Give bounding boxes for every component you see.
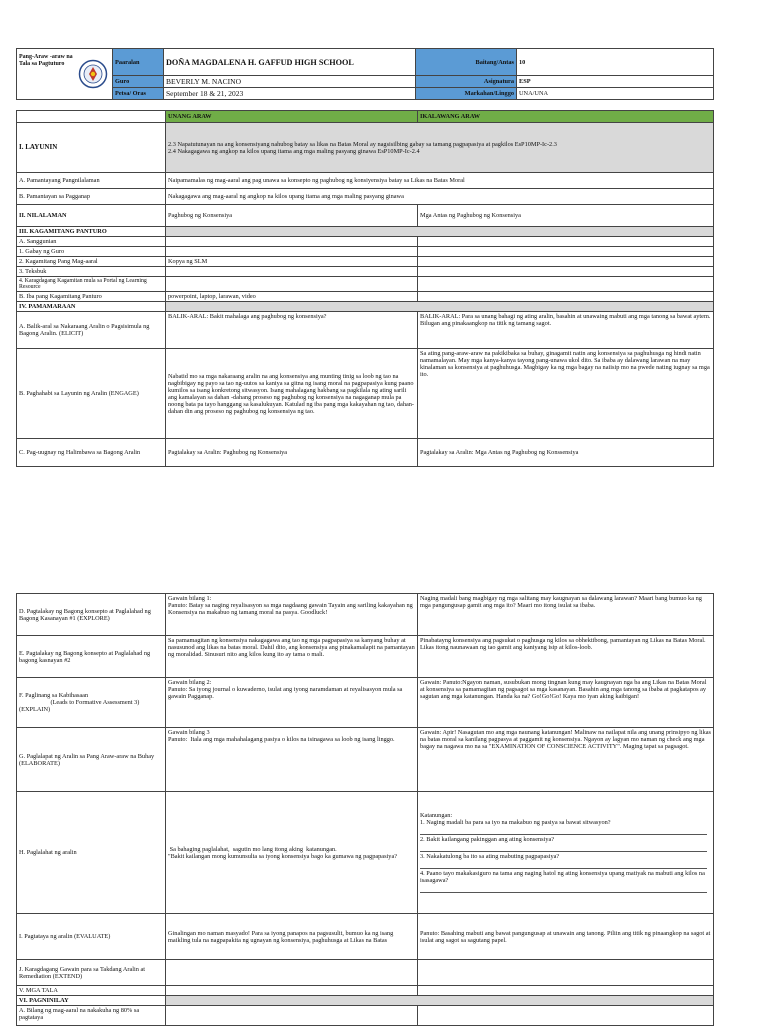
school-value: DOÑA MAGDALENA H. GAFFUD HIGH SCHOOL — [164, 49, 416, 76]
answer-line — [420, 843, 707, 852]
engage-day2: Sa ating pang-araw-araw na pakikibaka sa buhay, ginagamit natin ang konsensiya sa paghuhusga ng hindi natin namamalayan. May mga kanya-kanya tayong pang-unawa ukol dito. Sa ibaba ay dalawang larawan na may kinalaman sa konsensiya at paghuhusga. Magbigay ka ng mga bagay na naiisip mo na pwede nating iugnay sa mga ito. — [418, 349, 714, 439]
pamamaraan-label: IV. PAMAMARAAN — [17, 302, 166, 312]
school-label: Paaralan — [113, 49, 164, 76]
layunin-line-1: 2.3 Napatutunayan na ang konsensiyang nahubog batay sa likas na Batas Moral ay nagsisilbing gabay sa tamang pagpapasiya at pagkilos EsP10MP-Ic-2.3 — [168, 140, 557, 148]
empty-cell — [418, 292, 714, 302]
pamantayang-label: A. Pamantayang Pangnilalaman — [17, 173, 166, 189]
elaborate-day2: Gawain: Apir! Nasagutan mo ang mga naunang katanungan! Malinaw na nailapat nila ang unang prinsipyo ng likas na batas moral sa kanilang pagpasya at paggamit ng konsensiya. Ngayon ay lagyan mo naman ng check ang mga bagay na nagawa mo na sa "EXAMINATION OF CONSCIENCE ACTIVITY". Maging tapat sa pagsagot. — [418, 728, 714, 792]
pamantayang-value: Naipamamalas ng mag-aaral ang pag unawa sa konsepto ng paghubog ng konsiyensiya batay sa Likas na Batas Moral — [166, 173, 714, 189]
sanggunian-label: A. Sanggunian — [17, 237, 166, 247]
explore-day1: Gawain bilang 1: Panuto: Batay sa naging reyalisasyon sa mga nagdaang gawain Tayain ang sariling kakayahan ng Konsensiya na makabuo ng tamang moral na pasya. Goodluck! — [166, 594, 418, 636]
kagamitan-band — [166, 227, 714, 237]
empty-cell — [166, 277, 418, 292]
empty-cell — [166, 1006, 418, 1026]
empty-cell — [418, 986, 714, 996]
plan-table-2 — [16, 593, 714, 1026]
paglalahat-label: H. Paglalahat ng aralin — [17, 792, 166, 914]
label-spacer — [17, 111, 166, 123]
explain-label: F. Paglinang sa Kabihasaan (Leads to Formative Assessment 3) (EXPLAIN) — [17, 678, 166, 728]
answer-line — [420, 826, 707, 835]
date-label: Petsa/ Oras — [113, 88, 164, 100]
kagamitan-label: III. KAGAMITANG PANTURO — [17, 227, 166, 237]
kagamitang-value: Kopya ng SLM — [166, 257, 418, 267]
evaluate-day1: Ginalingan mo naman masyado! Para sa iyong panapos na pagsusulit, bumuo ka ng isang maikling tula na nagpapakita ng ugnayan ng konsensiya, paghuhusga at Likas na Batas — [166, 914, 418, 960]
evaluate-label: I. Pagtataya ng aralin (EVALUATE) — [17, 914, 166, 960]
layunin-value — [166, 123, 714, 173]
plan-table-1 — [16, 110, 714, 467]
empty-cell — [418, 960, 714, 986]
layunin-label: I. LAYUNIN — [17, 123, 166, 173]
teacher-value: BEVERLY M. NACINO — [164, 76, 416, 88]
grade-value: 10 — [517, 49, 714, 76]
date-value: September 18 & 21, 2023 — [164, 88, 416, 100]
kasanayan-2-label: E. Pagtalakay ng Bagong konsepto at Paglalahad ng bagong kasnayan #2 — [17, 636, 166, 678]
elicit-day1: BALIK-ARAL: Bakit mahalaga ang paghubog ng konsensiya? — [166, 312, 418, 349]
nilalaman-day2: Mga Antas ng Paghubog ng Konsensiya — [418, 205, 714, 227]
deped-seal-icon — [78, 59, 108, 91]
empty-cell — [166, 960, 418, 986]
pag-uugnay-day2: Pagtalakay sa Aralin: Mga Antas ng Paghubog ng Konssensiya — [418, 439, 714, 467]
nilalaman-day1: Paghubog ng Konsensiya — [166, 205, 418, 227]
teksbuk-label: 3. Teksbuk — [17, 267, 166, 277]
quarter-value: UNA/UNA — [517, 88, 714, 100]
empty-cell — [166, 247, 418, 257]
answer-line — [420, 884, 707, 893]
header-table — [16, 48, 714, 100]
kasanayan-2-day1: Sa pamamagitan ng konsensiya nakagagawa ang tao ng mga pagpapasiya sa kanyang buhay at nasusunod ang likas na batas moral. Dahil dito, ang konsensiya ang pinakamalapit na pamantayan ng moralidad. Sinusuri nito ang kilos kung ito ay tama o mali. — [166, 636, 418, 678]
elicit-day2: BALIK-ARAL: Para sa unang bahagi ng ating aralin, basahin at unawaing mabuti ang mga tanong sa bawat aytem. Bilugan ang pinakaangkop na titik ng tamang sagot. — [418, 312, 714, 349]
quarter-label: Markahan/Linggo — [416, 88, 517, 100]
extend-label: J. Karagdagang Gawain para sa Takdang Aralin at Remediation (EXTEND) — [17, 960, 166, 986]
explore-day2: Naging madali bang magbigay ng mga salitang may kaugnayan sa dalawang larawan? Maari bang bumuo ka ng mga pangungusap gamit ang mga ito? Maari mo itong isulat sa ibaba. — [418, 594, 714, 636]
elaborate-day1: Gawain bilang 3 Panuto: Itala ang mga mahahalagang pasiya o kilos na isinagawa sa loob ng isang linggo. — [166, 728, 418, 792]
kagamitang-label: 2. Kagamitang Pang Mag-aaral — [17, 257, 166, 267]
question-2: 2. Bakit kailangang pakinggan ang ating konsensiya? — [420, 835, 555, 843]
katanungan-title: Katanungan: — [420, 811, 453, 819]
empty-cell — [418, 257, 714, 267]
pagninilay-label: VI. PAGNINILAY — [17, 996, 166, 1006]
gabay-label: 1. Gabay ng Guro — [17, 247, 166, 257]
mga-tala-label: V. MGA TALA — [17, 986, 166, 996]
pag-uugnay-day1: Pagtalakay sa Aralin: Paghubog ng Konsensiya — [166, 439, 418, 467]
kasanayan-2-day2: Pinabatayng konsensiya ang pagsukat o paghusga ng kilos sa obhektibong, pamantayan ng Likas na Batas Moral. Likas itong naunawaan ng tao gamit ang kaniyang isip at kilos-loob. — [418, 636, 714, 678]
dll-title-cell — [17, 49, 113, 100]
question-4: 4. Paano tayo makakasiguro na tama ang naging hatol ng ating konsensiya upang matiyak na mabuti ang kilos na isasagawa? — [420, 869, 705, 884]
pag-uugnay-label: C. Pag-uugnay ng Halimbawa sa Bagong Aralin — [17, 439, 166, 467]
explain-day2: Gawain: Panuto:Ngayon naman, susubukan mong tingnan kung may kaugnayan nga ba ang Likas na Batas Moral at konsensiya sa pamamagitan ng pagsagot sa mga kasanayan. Basahin ang mga tanong sa ibaba at pagkatapos ay sagutan ang mga katanungan. Handa ka na? Go!Go!Go! Kaya mo iyan aking kaibigan! — [418, 678, 714, 728]
subject-value: ESP — [517, 76, 714, 88]
empty-cell — [418, 237, 714, 247]
elicit-label: A. Balik-aral sa Nakaraang Aralin o Pagsisimula ng Bagong Aralin. (ELICIT) — [17, 312, 166, 349]
empty-cell — [418, 277, 714, 292]
empty-cell — [166, 267, 418, 277]
explain-day1: Gawain bilang 2: Panuto: Sa iyong journal o kuwaderno, isulat ang iyong naramdaman at reyalisasyon mula sa gawain Pagganap. — [166, 678, 418, 728]
pamamaraan-band — [166, 302, 714, 312]
teacher-label: Guro — [113, 76, 164, 88]
engage-day1: Nabatid mo sa mga nakaraang aralin na ang konsensiya ang munting tinig sa loob ng tao na nagbibigay ng payo sa tao ng-uutos sa kaniya sa gitna ng isang moral na pagpapasiya kung paano kumilos sa isang konkretong sitwasyon. Isang mahalagang hakbang sa pagkilala ng ating sarili ang kamalayan sa dahan -dahang proseso ng paghubog ng konsensiya na nagaganap mula pa noong bata pa tayo hanggang sa kasalukuyan. Katulad ng iba pang mga kakayahan ng tao, dahan-dahan din ang proseso ng paghubog ng konsensiya ng tao. — [166, 349, 418, 439]
pagninilay-band — [166, 996, 714, 1006]
paglalahat-day1: Sa bahaging paglalahat, sagutin mo lang itong aking katanungan. "Bakit kailangan mong kumunsulta sa iyong konsensiya bago ka gumawa ng pagpapasiya? — [166, 792, 418, 914]
empty-cell — [418, 1006, 714, 1026]
empty-cell — [166, 237, 418, 247]
empty-cell — [418, 267, 714, 277]
answer-line — [420, 860, 707, 869]
lesson-plan-part-1 — [16, 48, 713, 467]
elaborate-label: G. Paglalapat ng Aralin sa Pang Araw-araw na Buhay (ELABORATE) — [17, 728, 166, 792]
explore-label: D. Pagtalakay ng Bagong konsepto at Paglalahad ng Bagong Kasanayan #1 (EXPLORE) — [17, 594, 166, 636]
bilang-label: A. Bilang ng mag-aaral na nakakuha ng 80% sa pagtataya — [17, 1006, 166, 1026]
question-3: 3. Nakakatulong ba ito sa ating mabuting pagpapasiya? — [420, 852, 560, 860]
pamantayan-pagganap-value: Nakagagawa ang mag-aaral ng angkop na kilos upang itama ang mga maling pasyang ginawa — [166, 189, 714, 205]
nilalaman-label: II. NILALAMAN — [17, 205, 166, 227]
dll-title: Pang-Araw -araw na Tala sa Pagtuturo — [19, 54, 73, 67]
day2-header: IKALAWANG ARAW — [418, 111, 714, 123]
empty-cell — [418, 247, 714, 257]
day1-header: UNANG ARAW — [166, 111, 418, 123]
evaluate-day2: Panuto: Basahing mabuti ang bawat pangungusap at unawain ang tanong. Piliin ang titik ng pinaangkop na sagot at isulat ang sagot sa sagutang papel. — [418, 914, 714, 960]
paglalahat-day2 — [418, 792, 714, 914]
subject-label: Asignatura — [416, 76, 517, 88]
lesson-plan-part-2 — [16, 593, 713, 1026]
pamantayan-pagganap-label: B. Pamantayan sa Pagganap — [17, 189, 166, 205]
iba-label: B. Iba pang Kagamitang Panturo — [17, 292, 166, 302]
iba-value: powerpoint, laptop, larawan, video — [166, 292, 418, 302]
empty-cell — [166, 986, 418, 996]
question-1: 1. Naging madali ba para sa iyo na makabuo ng pasiya sa bawat sitwasyon? — [420, 818, 611, 826]
layunin-line-2: 2.4 Nakagagawa ng angkop na kilos upang itama ang mga maling pasyang ginawa EsP10MP-Ic-2.4 — [168, 147, 420, 155]
karagdagang-label: 4. Karagdagang Kagamitan mula sa Portal ng Learning Resource — [17, 277, 166, 292]
grade-label: Baitang/Antas — [416, 49, 517, 76]
engage-label: B. Paghahabi sa Layunin ng Aralin (ENGAGE) — [17, 349, 166, 439]
